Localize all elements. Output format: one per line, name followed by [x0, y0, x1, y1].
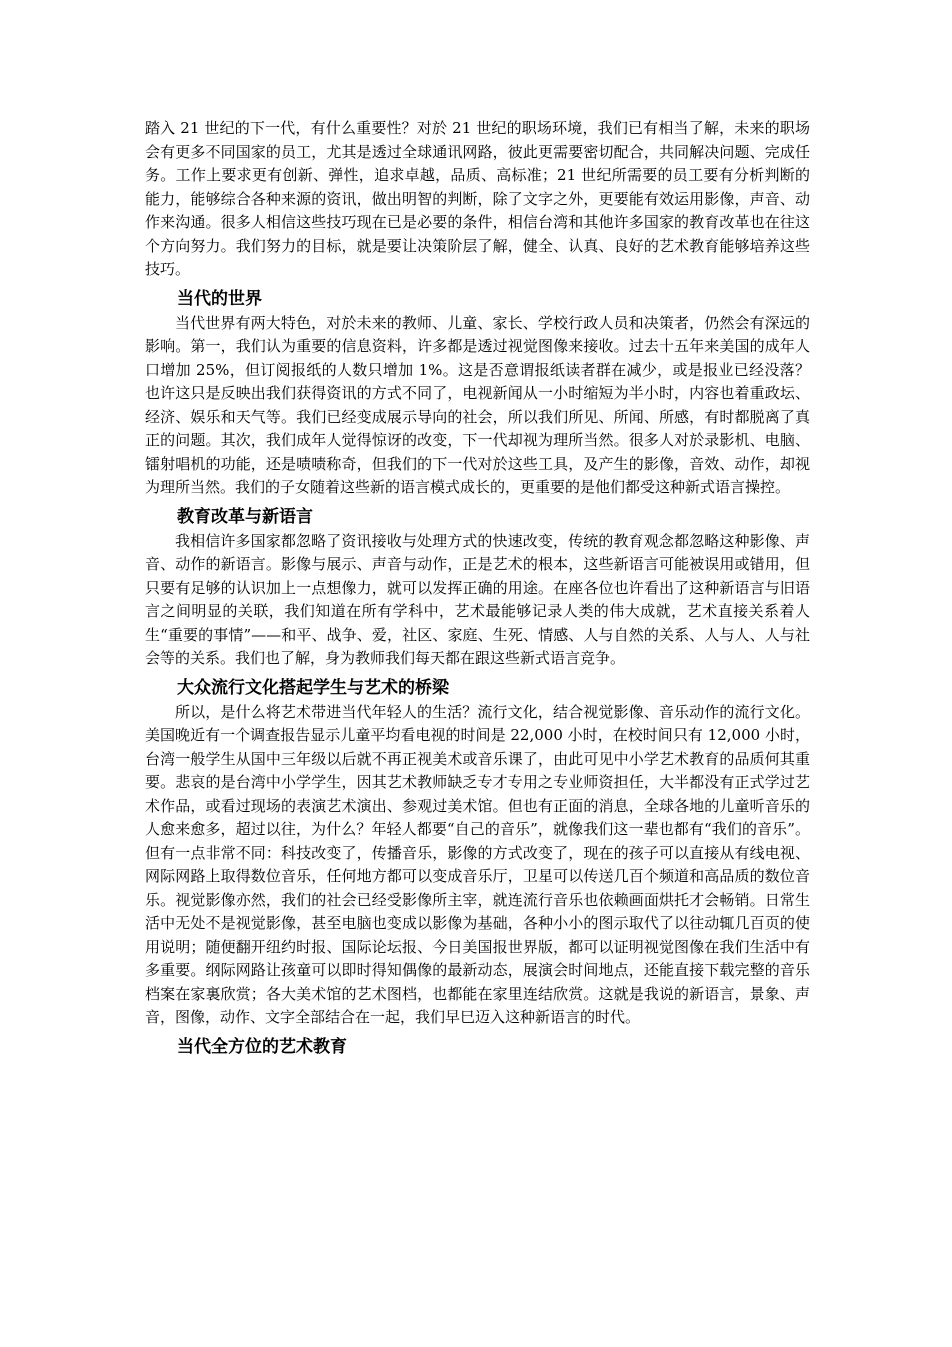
section-paragraph-pop-culture: 所以，是什么将艺术带进当代年轻人的生活？流行文化，结合视觉影像、音乐动作的流行文化。美国晚近有一个调查报告显示儿童平均看电视的时间是 22,000 小时，在校时间只有 12,000 小时，台湾一般学生从国中三年级以后就不再正视美术或音乐课了，由此可见中小学艺术教育的品质何其重要。悲哀的是台湾中小学学生，因其艺术教师缺乏专才专用之专业师资担任，大半都没有正式学过艺术作品，或看过现场的表演艺术演出、参观过美术馆。但也有正面的消息，全球各地的儿童听音乐的人愈来愈多，超过以往，为什么？年轻人都要“自己的音乐”，就像我们这一辈也都有“我们的音乐”。但有一点非常不同：科技改变了，传播音乐，影像的方式改变了，现在的孩子可以直接从有线电视、网际网路上取得数位音乐，任何地方都可以变成音乐厅，卫星可以传送几百个频道和高品质的数位音乐。视觉影像亦然，我们的社会已经受影像所主宰，就连流行音乐也依赖画面烘托才会畅销。日常生活中无处不是视觉影像，甚至电脑也变成以影像为基础，各种小小的图示取代了以往动辄几百页的使用说明；随便翻开纽约时报、国际论坛报、今日美国报世界版，都可以证明视觉图像在我们生活中有多重要。纲际网路让孩童可以即时得知偶像的最新动态，展演会时间地点，还能直接下载完整的音乐档案在家裏欣赏；各大美术馆的艺术图档，也都能在家里连结欣赏。这就是我说的新语言，景象、声音，图像，动作、文字全部结合在一起，我们早巳迈入这种新语言的时代。: [145, 702, 810, 1026]
section-heading-pop-culture: 大众流行文化搭起学生与艺术的桥梁: [177, 677, 449, 698]
intro-paragraph: 踏入 21 世纪的下一代，有什么重要性？对於 21 世纪的职场环境，我们已有相当了解，未来的职场会有更多不同国家的员工，尤其是透过全球通讯网路，彼此更需要密切配合，共同解决问题、完成任务。工作上要求更有创新、弹性，追求卓越，品质、高标准；21 世纪所需要的员工要有分析判断的能力，能够综合各种来源的资讯，做出明智的判断，除了文字之外，更要能有效运用影像，声音、动作来沟通。很多人相信这些技巧现在已是必要的条件，相信台湾和其他许多国家的教育改革也在往这个方向努力。我们努力的目标，就是要让决策阶层了解，健全、认真、良好的艺术教育能够培养这些技巧。: [145, 119, 810, 278]
document-page: [145, 117, 810, 1060]
section-paragraph-education-reform: 我相信许多国家都忽略了资讯接收与处理方式的快速改变，传统的教育观念都忽略这种影像、声音、动作的新语言。影像与展示、声音与动作，正是艺术的根本，这些新语言可能被误用或错用，但只要有足够的认识加上一点想像力，就可以发挥正确的用途。在座各位也许看出了这种新语言与旧语言之间明显的关联，我们知道在所有学科中，艺术最能够记录人类的伟大成就，艺术直接关系着人生“重要的事情”——和平、战争、爱，社区、家庭、生死、情感、人与自然的关系、人与人、人与社会等的关系。我们也了解，身为教师我们每天都在跟这些新式语言竞争。: [145, 531, 810, 667]
section-heading-contemporary-world: 当代的世界: [177, 288, 262, 309]
section-heading-holistic-art-education: 当代全方位的艺术教育: [177, 1036, 347, 1057]
section-paragraph-contemporary-world: 当代世界有两大特色，对於未来的教师、儿童、家长、学校行政人员和决策者，仍然会有深远的影响。第一，我们认为重要的信息资料，许多都是透过视觉图像来接收。过去十五年来美国的成年人口增加 25%，但订阅报纸的人数只增加 1%。这是否意谓报纸读者群在减少，或是报业已经没落？也许这只是反映出我们获得资讯的方式不同了，电视新闻从一小时缩短为半小时，内容也着重政坛、经济、娱乐和天气等。我们已经变成展示导向的社会，所以我们所见、所闻、所感，有时都脱离了真正的问题。其次，我们成年人觉得惊讶的改变，下一代却视为理所当然。很多人对於录影机、电脑、镭射唱机的功能，还是啧啧称奇，但我们的下一代对於这些工具，及产生的影像，音效、动作，却视为理所当然。我们的子女随着这些新的语言模式成长的，更重要的是他们都受这种新式语言操控。: [145, 313, 810, 496]
section-heading-education-reform: 教育改革与新语言: [177, 506, 313, 527]
